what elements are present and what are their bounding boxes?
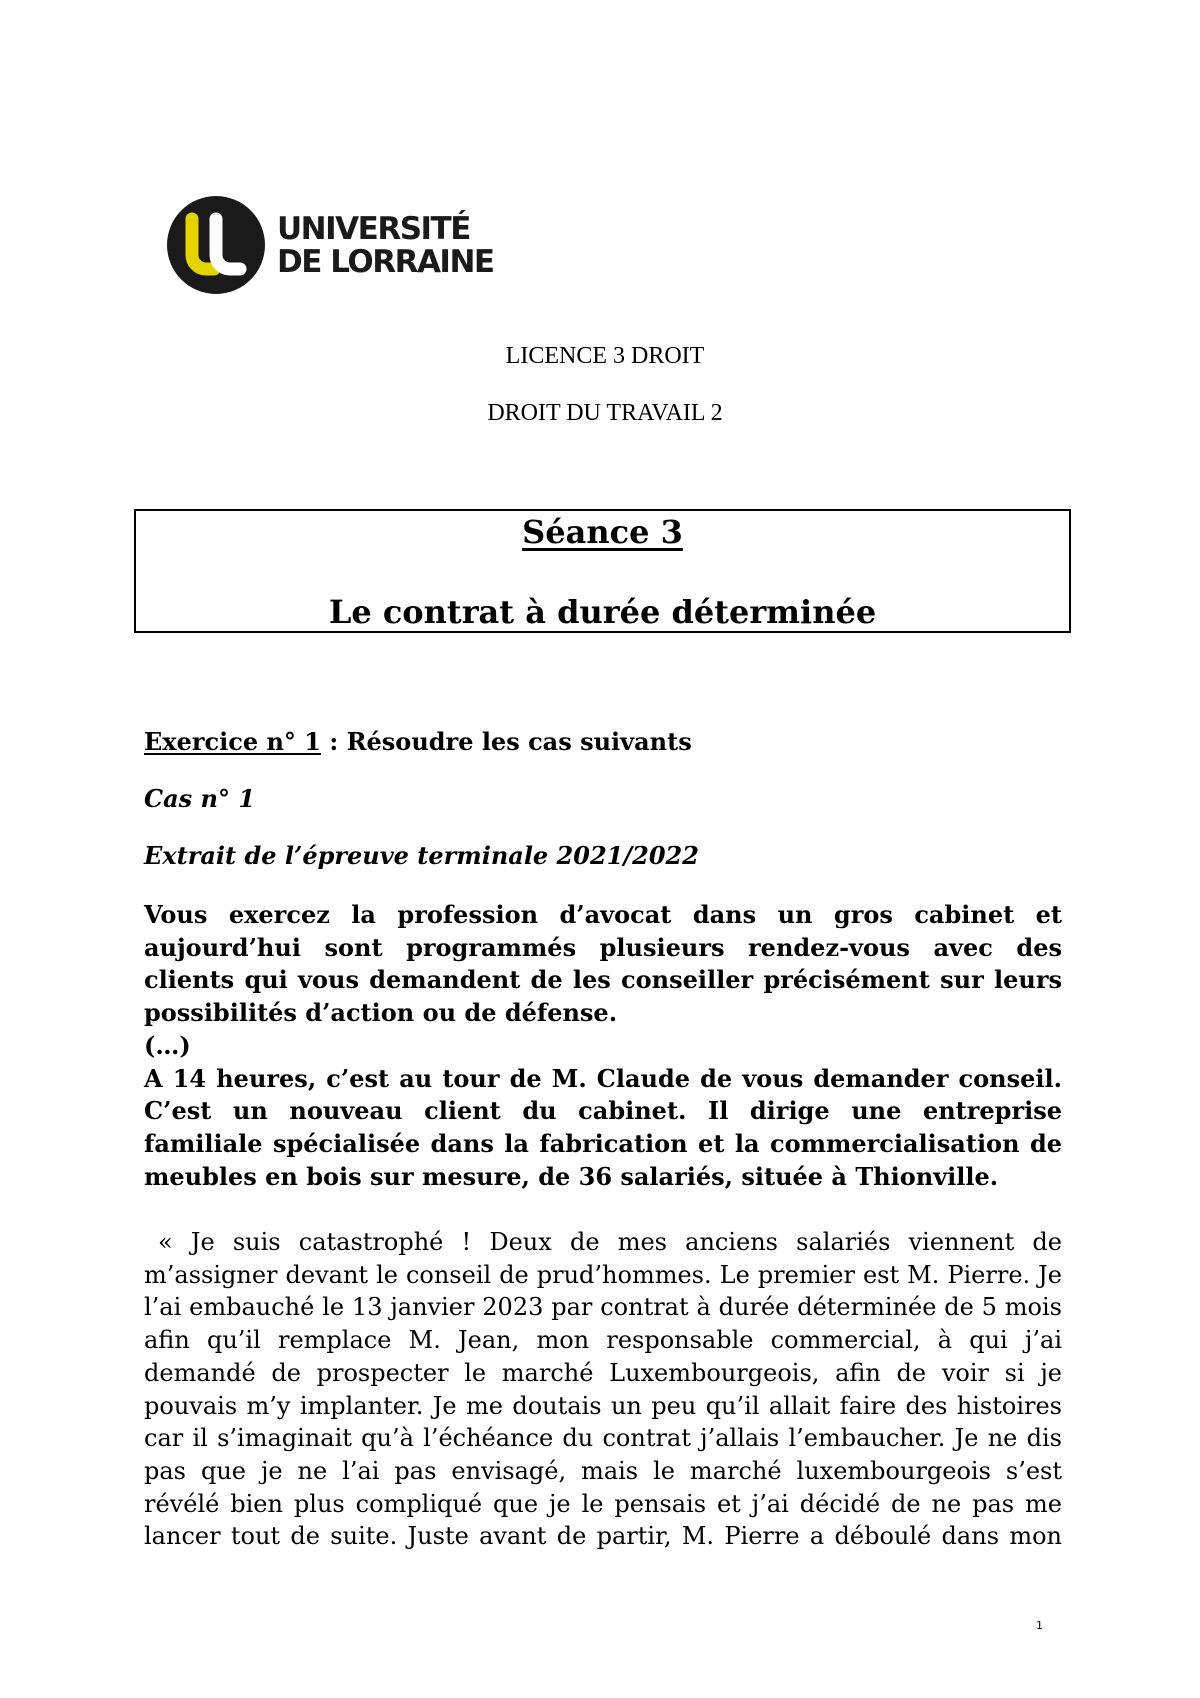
case-source-text: Extrait de l’épreuve terminale 2021/2022 bbox=[144, 841, 699, 870]
program-title: LICENCE 3 DROIT bbox=[505, 343, 705, 369]
quote-paragraph: « Je suis catastrophé ! Deux de mes anciens salariés viennent de m’assigner devant le conseil de prud’hommes. Le premier est M. Pierre. Je l’ai embauché le 13 janvier 2023 par contrat à durée déterminée de 5 mois afin qu’il remplace M. Jean, mon responsable commercial, à qui j’ai demandé de prospecter le marché Luxembourgeois, afin de voir si je pouvais m’y implanter. Je me doutais un peu qu’il allait faire des histoires car il s’imaginait qu’à l’échéance du contrat j’allais l’embaucher. Je ne dis pas que je ne l’ai pas envisagé, mais le marché luxembourgeois s’est révélé bien plus compliqué que je le pensais et j’ai décidé de ne pas me lancer tout de suite. Juste avant de partir, M. Pierre a déboulé dans mon bbox=[144, 1228, 1062, 1551]
exercise-instruction: Résoudre les cas suivants bbox=[346, 727, 692, 756]
case-heading bbox=[144, 782, 1062, 816]
exercise-heading bbox=[144, 725, 1062, 759]
ul-logo-icon bbox=[166, 195, 266, 295]
case-source bbox=[144, 839, 1062, 873]
logo-line-1: UNIVERSITÉ bbox=[277, 211, 470, 247]
session-topic: Le contrat à durée déterminée bbox=[328, 593, 877, 631]
session-title-box bbox=[134, 509, 1071, 633]
page-number: 1 bbox=[1036, 1619, 1043, 1632]
course-title: DROIT DU TRAVAIL 2 bbox=[487, 400, 723, 426]
intro-ellipsis: (…) bbox=[144, 1030, 191, 1060]
logo-line-2: DE LORRAINE bbox=[277, 244, 494, 280]
case-intro bbox=[144, 899, 1062, 1193]
session-label-text: Séance 3 bbox=[522, 513, 683, 551]
university-logo bbox=[166, 195, 494, 295]
session-label bbox=[136, 513, 1069, 551]
intro-paragraph-1: Vous exercez la profession d’avocat dans un gros cabinet et aujourd’hui sont programmés plusieurs rendez-vous avec des clients qui vous demandent de les conseiller précisément sur leurs possibilités d’action ou de défense. bbox=[144, 900, 1062, 1028]
client-quote bbox=[144, 1226, 1062, 1553]
intro-paragraph-2: A 14 heures, c’est au tour de M. Claude de vous demander conseil. C’est un nouveau client du cabinet. Il dirige une entreprise familiale spécialisée dans la fabrication et la commercialisation de meubles en bois sur mesure, de 36 salariés, située à Thionville. bbox=[144, 1063, 1062, 1191]
exercise-label: Exercice n° 1 bbox=[144, 727, 321, 756]
case-label: Cas n° 1 bbox=[144, 784, 256, 813]
exercise-separator: : bbox=[321, 727, 347, 756]
logo-wordmark bbox=[277, 213, 494, 279]
